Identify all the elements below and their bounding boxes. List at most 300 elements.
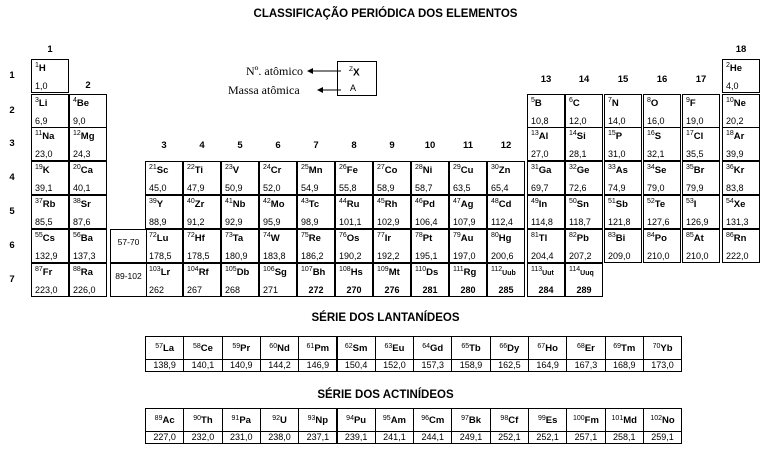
element-label [184,415,221,426]
element-symbol: S [654,131,662,142]
atomic-mass: 107,9 [453,217,476,227]
atomic-mass: 237,1 [306,432,330,442]
atomic-number: 81 [531,232,539,239]
atomic-number: 27 [377,164,385,171]
atomic-mass: 47,9 [187,183,205,193]
element-cell-rh [373,195,411,229]
element-label [338,343,375,354]
atomic-number: 13 [531,130,539,137]
element-cell-uut [527,263,565,297]
atomic-mass: 232,0 [191,432,215,442]
element-symbol: Si [576,131,586,142]
page-title: CLASSIFICAÇÃO PERIÓDICA DOS ELEMENTOS [253,8,518,20]
element-cell-i [682,195,720,229]
atomic-mass: 231,0 [229,432,253,442]
period-label-4: 4 [9,172,15,183]
atomic-number: 17 [686,130,694,137]
element-symbol: F [689,98,696,109]
group-label-18: 18 [735,44,747,55]
atomic-number: 104 [187,266,199,273]
element-symbol: Ru [346,199,360,210]
period-label-2: 2 [9,105,15,116]
element-symbol: V [232,165,240,176]
atomic-number: 19 [35,164,43,171]
element-label [569,165,589,176]
atomic-number: 77 [377,232,385,239]
atomic-number: 26 [339,164,347,171]
element-cell-ho [528,336,567,372]
atomic-number: 106 [263,266,275,273]
element-cell-uuq [565,263,603,297]
element-symbol: Tc [308,199,320,210]
atomic-number: 7 [608,97,612,104]
element-label [184,343,221,354]
element-cell-db [221,263,259,297]
period-label-6: 6 [9,240,15,251]
element-label [414,415,451,426]
element-cell-br [682,161,720,195]
atomic-number: 32 [569,164,577,171]
element-symbol: Cs [42,233,55,244]
atomic-mass: 257,1 [574,432,598,442]
actinide-placeholder: 89-102 [110,263,147,297]
element-cell-s [643,127,681,161]
group-label-14: 14 [578,74,590,85]
atomic-number: 9 [686,97,690,104]
atomic-mass: 210,0 [686,251,709,261]
atomic-number: 92 [272,415,280,422]
element-cell-ar [722,127,760,161]
element-symbol: Cr [270,165,282,176]
element-cell-sn [565,195,603,229]
element-symbol: Pu [353,415,367,426]
group-label-9: 9 [389,140,395,151]
atomic-mass: 192,2 [377,251,400,261]
element-label [608,98,619,109]
atomic-mass: 1,0 [35,81,48,91]
atomic-mass: 167,3 [574,360,598,370]
element-label [569,233,589,244]
element-symbol: Ne [733,98,746,109]
element-label [453,165,473,176]
element-symbol: Mt [388,267,400,278]
atomic-number: 70 [652,343,661,350]
atomic-mass: 4,0 [726,81,739,91]
atomic-mass: 152,0 [383,360,406,370]
element-label [73,98,89,109]
element-label [73,131,95,142]
atomic-number: 48 [491,198,499,205]
group-label-11: 11 [462,140,474,151]
element-cell-po [643,229,681,263]
atomic-number: 10 [726,97,734,104]
atomic-number: 73 [225,232,233,239]
element-cell-b [527,94,565,128]
element-label [35,233,55,244]
element-cell-er [566,336,605,372]
element-label [608,199,628,210]
element-label [452,343,489,354]
element-symbol: Mn [308,165,323,176]
group-label-8: 8 [351,140,357,151]
element-label [338,415,375,426]
element-label [531,199,547,210]
legend-box-mass: A [350,83,357,93]
atomic-number: 74 [263,232,271,239]
element-cell-u [260,408,299,444]
element-label [569,199,589,210]
atomic-mass: 131,3 [726,217,749,227]
element-label [452,415,489,426]
atomic-mass: 280 [460,285,476,295]
element-cell-tm [605,336,644,372]
atomic-number: 79 [453,232,461,239]
atomic-mass: 241,1 [383,432,406,442]
atomic-number: 1 [35,62,39,69]
element-symbol: Sc [156,165,169,176]
element-label [686,199,696,210]
element-symbol: Uub [502,270,516,277]
atomic-number: 12 [73,130,81,137]
atomic-number: 67 [537,343,546,350]
atomic-mass: 63,5 [453,183,471,193]
atomic-number: 23 [225,164,233,171]
atomic-number: 72 [187,232,195,239]
element-label [453,199,473,210]
atomic-number: 95 [382,415,391,422]
element-label [225,199,245,210]
element-symbol: Uuq [580,270,594,277]
element-label [647,131,661,142]
element-label [301,267,325,278]
element-symbol: Rf [198,267,209,278]
element-label [301,199,319,210]
atomic-mass: 28,1 [569,149,587,159]
atomic-mass: 200,6 [491,251,514,261]
element-symbol: Mg [80,131,95,142]
element-symbol: U [280,415,287,426]
group-label-13: 13 [540,74,552,85]
atomic-mass: 88,9 [149,217,167,227]
element-label [261,343,298,354]
atomic-number: 15 [608,130,616,137]
element-label [569,98,580,109]
element-label [608,131,622,142]
atomic-mass: 87,6 [73,217,91,227]
element-label [647,233,667,244]
atomic-mass: 252,1 [498,432,521,442]
atomic-number: 108 [339,266,351,273]
atomic-mass: 6,9 [35,116,48,126]
atomic-number: 83 [608,232,616,239]
atomic-number: 21 [149,164,157,171]
element-label [529,343,566,354]
element-cell-sg [259,263,297,297]
atomic-mass: 50,9 [225,183,243,193]
atomic-mass: 267 [187,285,203,295]
atomic-mass: 268 [225,285,241,295]
element-label [686,165,704,176]
atomic-number: 51 [608,198,616,205]
element-symbol: N [611,98,619,109]
element-label [569,131,586,142]
element-cell-ni [411,161,449,195]
atomic-number: 97 [461,415,469,422]
element-cell-he [722,59,760,93]
element-label [223,415,260,426]
element-label [491,233,511,244]
atomic-mass: 35,5 [686,149,704,159]
element-label [339,267,363,278]
element-label [415,199,435,210]
atomic-number: 62 [344,343,353,350]
atomic-number: 8 [647,97,651,104]
element-cell-c [565,94,603,128]
element-label [73,165,93,176]
element-cell-sc [145,161,183,195]
element-label [376,343,413,354]
group-label-16: 16 [656,74,668,85]
element-symbol: Sb [615,199,628,210]
atomic-mass: 121,8 [608,217,631,227]
element-cell-k [31,161,69,195]
atomic-mass: 183,8 [263,251,286,261]
element-cell-rn [722,229,760,263]
atomic-mass: 39,1 [35,183,53,193]
atomic-mass: 173,0 [651,360,674,370]
element-symbol: At [693,233,704,244]
atomic-mass: 24,3 [73,149,91,159]
element-symbol: Mo [270,199,285,210]
atomic-number: 40 [187,198,195,205]
element-symbol: Sr [80,199,91,210]
atomic-mass: 186,2 [301,251,324,261]
element-cell-hg [487,229,525,263]
atomic-number: 45 [377,198,385,205]
element-cell-as [604,161,642,195]
element-label [647,98,658,109]
atomic-number: 20 [73,164,81,171]
element-label [225,165,239,176]
element-cell-os [335,229,373,263]
atomic-number: 63 [384,343,393,350]
element-label [726,63,742,74]
element-symbol: No [662,415,675,426]
atomic-mass: 79,0 [647,183,665,193]
atomic-number: 61 [306,343,315,350]
period-label-3: 3 [9,138,15,149]
atomic-number: 59 [232,343,241,350]
element-label [73,267,93,278]
group-label-5: 5 [237,140,243,151]
atomic-number: 98 [500,415,509,422]
legend-atomic-number-label: Nº. atômico [246,64,304,78]
element-symbol: Pm [314,343,330,354]
element-cell-nb [221,195,259,229]
atomic-number: 88 [73,266,81,273]
element-cell-ca [69,161,107,195]
element-label [415,165,432,176]
element-symbol: Md [623,415,637,426]
element-label [491,165,510,176]
element-symbol: Ge [576,165,590,176]
element-symbol: Fe [346,165,358,176]
element-symbol: Nd [277,343,290,354]
lanthanide-placeholder: 57-70 [110,229,147,263]
atomic-mass: 126,9 [686,217,709,227]
element-symbol: Y [156,199,164,210]
element-label [644,343,681,354]
atomic-number: 75 [301,232,309,239]
atomic-number: 37 [35,198,43,205]
element-symbol: Ce [200,343,213,354]
element-symbol: Am [390,415,406,426]
atomic-number: 53 [686,198,694,205]
element-cell-zn [487,161,525,195]
element-symbol: O [650,98,659,109]
element-cell-ge [565,161,603,195]
atomic-mass: 284 [538,285,554,295]
element-label [415,267,438,278]
atomic-mass: 197,0 [453,251,476,261]
element-symbol: Tl [538,233,548,244]
element-symbol: Hf [194,233,205,244]
element-label [73,199,91,210]
atomic-number: 4 [73,97,77,104]
element-cell-na [31,127,69,161]
period-label-1: 1 [9,70,15,81]
atomic-number: 54 [726,198,734,205]
atomic-number: 86 [726,232,734,239]
element-cell-sm [337,336,376,372]
atomic-mass: 72,6 [569,183,587,193]
atomic-number: 110 [415,266,427,273]
element-label [35,199,55,210]
element-label [647,165,666,176]
atomic-number: 6 [569,97,573,104]
atomic-mass: 27,0 [531,149,549,159]
period-label-7: 7 [9,274,15,285]
element-symbol: Ta [232,233,244,244]
atomic-number: 31 [531,164,539,171]
element-label [686,131,703,142]
atomic-number: 3 [35,97,39,104]
element-label [491,199,511,210]
atomic-mass: 95,9 [263,217,281,227]
element-label [531,98,542,109]
legend-atomic-mass-label: Massa atômica [228,83,300,97]
atomic-mass: 244,1 [421,432,444,442]
atomic-number: 109 [377,266,389,273]
atomic-mass: 79,9 [686,183,704,193]
element-label [263,199,285,210]
element-cell-ba [69,229,107,263]
element-symbol: Cd [498,199,512,210]
group-label-17: 17 [695,74,707,85]
element-cell-rb [31,195,69,229]
element-cell-fr [31,263,69,297]
element-cell-xe [722,195,760,229]
actinide-title: SÉRIE DOS ACTINÍDEOS [317,389,454,401]
element-label [529,415,566,426]
atomic-number: 58 [192,343,201,350]
atomic-number: 52 [647,198,655,205]
atomic-mass: 204,4 [531,251,554,261]
element-cell-cd [487,195,525,229]
element-cell-pr [222,336,261,372]
element-label [491,267,516,278]
element-symbol: Dy [507,343,520,354]
element-symbol: C [572,98,580,109]
legend-box [337,61,377,96]
element-symbol: Db [236,267,250,278]
element-cell-te [643,195,681,229]
element-label [531,233,547,244]
atomic-mass: 138,9 [153,360,176,370]
element-symbol: Yb [660,343,673,354]
atomic-number: 78 [415,232,423,239]
atomic-number: 60 [269,343,278,350]
element-label [187,199,204,210]
element-label [263,267,287,278]
atomic-mass: 132,9 [35,251,58,261]
element-symbol: H [38,63,46,74]
atomic-number: 38 [73,198,81,205]
element-label [187,267,209,278]
atomic-mass: 16,0 [647,116,665,126]
atomic-mass: 58,7 [415,183,433,193]
atomic-number: 91 [231,415,240,422]
element-cell-at [682,229,720,263]
atomic-number: 90 [193,415,202,422]
element-cell-w [259,229,297,263]
element-symbol: He [729,63,743,74]
element-cell-mo [259,195,297,229]
element-label [726,199,745,210]
atomic-mass: 14,0 [608,116,626,126]
atomic-mass: 144,2 [268,360,291,370]
atomic-number: 11 [35,130,43,137]
atomic-mass: 12,0 [569,116,587,126]
element-cell-ti [183,161,221,195]
atomic-mass: 19,0 [686,116,704,126]
element-symbol: Ds [426,267,439,278]
atomic-number: 82 [569,232,577,239]
atomic-mass: 289 [576,285,592,295]
element-label [149,267,170,278]
atomic-number: 65 [461,343,470,350]
atomic-mass: 207,2 [569,251,592,261]
element-label [73,233,93,244]
element-cell-fe [335,161,373,195]
element-cell-cr [259,161,297,195]
atomic-mass: 146,9 [306,360,330,370]
element-cell-zr [183,195,221,229]
element-symbol: Er [584,343,595,354]
element-symbol: Nb [232,199,246,210]
atomic-number: 14 [569,130,577,137]
element-cell-ra [69,263,107,297]
element-symbol: Po [654,233,667,244]
group-label-7: 7 [313,140,319,151]
element-symbol: Th [201,415,213,426]
atomic-mass: 137,3 [73,251,96,261]
element-cell-mt [373,263,411,297]
element-symbol: Co [384,165,398,176]
atomic-mass: 114,8 [531,217,553,227]
element-symbol: P [615,131,623,142]
element-cell-lu [145,229,183,263]
